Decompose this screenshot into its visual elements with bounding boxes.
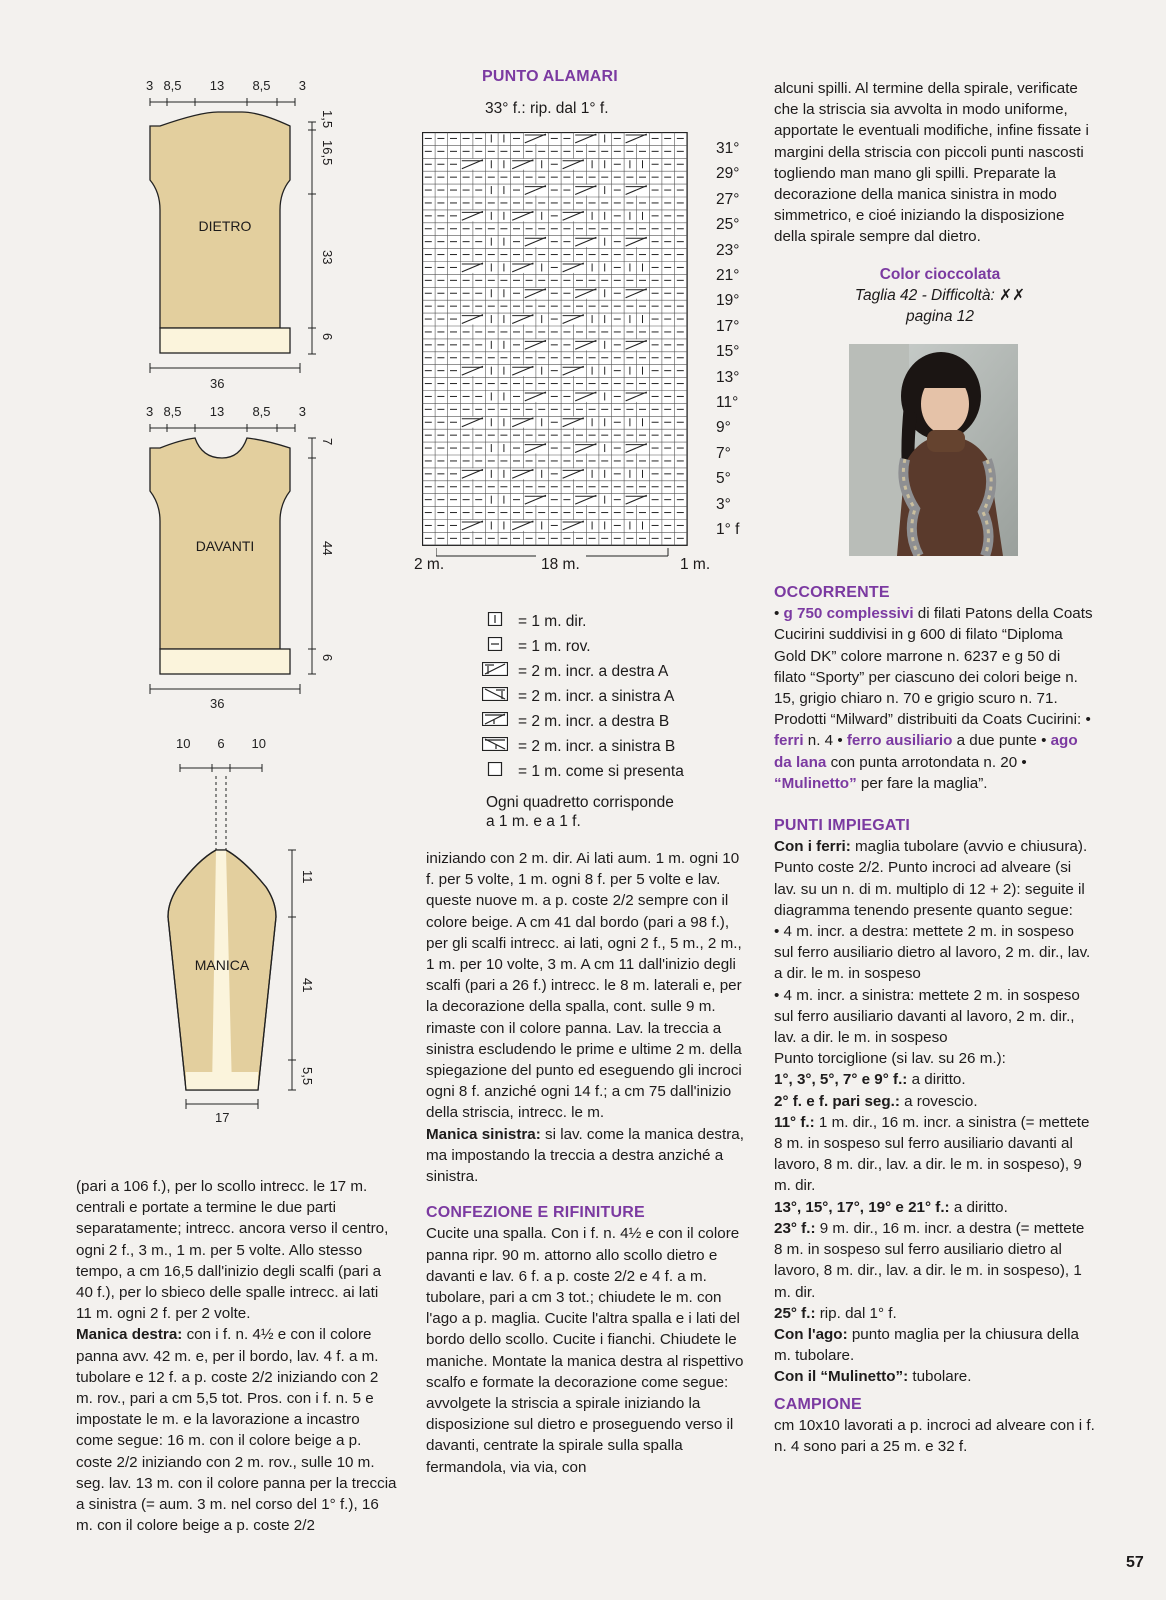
legend-item — [482, 709, 742, 734]
legend-item — [482, 659, 742, 684]
sleeve-bottom-dim: 17 — [215, 1110, 230, 1125]
chart-row-label: 23° — [716, 241, 740, 259]
col2-left-sleeve-text: si lav. come la manica destra, ma impostando la treccia a destra anziché a sinistra. — [426, 1125, 744, 1186]
tool-mulinetto-text: per fare la maglia”. — [856, 774, 988, 792]
stitches-row-2-label: 2° f. e f. pari seg.: — [774, 1092, 900, 1110]
col3-paragraph-1: alcuni spilli. Al termine della spirale, verificate che la striscia sia avvolta in modo uniforme, apportate le eventuali modifiche, infine fissate i margini della striscia con piccoli punti nascosti togliendo man mano gli spilli. Preparate la decorazione della manica sinistra in modo simmetrico, e cioé iniziando la disposizione della spirale sempre dal dietro. — [774, 80, 1089, 246]
tool-wool-needle-text: con punta arrotondata n. 20 — [826, 753, 1022, 771]
back-side-dim-2: 16,5 — [320, 140, 335, 166]
sleeve-label: MANICA — [194, 957, 250, 973]
front-schematic — [140, 396, 350, 726]
stitches-needle-label: Con l'ago: — [774, 1325, 848, 1343]
chart-row-label: 3° — [716, 495, 731, 513]
front-side-dim-1: 7 — [320, 438, 335, 446]
stitches-heading: PUNTI IMPIEGATI — [774, 817, 911, 835]
stitches-row-3-label: 11° f.: — [774, 1113, 815, 1131]
materials-yarn-text: di filati Patons della Coats Cucirini suddivisi in g 600 di filato “Diploma Gold DK” colore marrone n. 6237 e g 50 di filato “Sporty” per ciascuno dei colori beige n. 15, grigio chiaro n. 70 e grigio scuro n. 71. — [774, 605, 1093, 708]
col1-right-sleeve-heading: Manica destra: — [76, 1326, 183, 1344]
dir-icon — [482, 612, 508, 631]
legend-text: = 2 m. incr. a sinistra A — [518, 687, 675, 705]
materials-heading: OCCORRENTE — [774, 584, 890, 601]
stitches-row-4-text: a diritto. — [949, 1198, 1008, 1216]
col1-paragraph-1: (pari a 106 f.), per lo scollo intrecc. le 17 m. centrali e portate a termine le due parti separatamente; intrecc. ancora verso il centro, ogni 2 f., 3 m., 1 m. per 5 volte. Allo stesso tempo, a cm 16,5 dall'inizio degli scalfi (pari a 40 f.), per lo sbieco delle spalle intrecc. ai lati 11 m. ogni 2 f. per 2 volte. — [76, 1178, 389, 1323]
tool-needles: ferri — [774, 732, 804, 750]
front-dim-4: 8,5 — [252, 404, 271, 419]
tool-wool-needle: ago da lana — [774, 732, 1078, 771]
stitches-needle-text: punto maglia per la chiusura della m. tubolare. — [774, 1325, 1079, 1365]
stitches-row-6-label: 25° f.: — [774, 1304, 816, 1322]
legend-item — [482, 684, 742, 709]
stitches-row-4 — [774, 1197, 1096, 1218]
chart-bottom-label-mid: 18 m. — [541, 556, 580, 573]
column-3-text — [774, 582, 1096, 1457]
front-dim-3: 13 — [209, 404, 225, 419]
chart-row-label: 15° — [716, 343, 740, 361]
back-dim-1: 3 — [146, 78, 154, 93]
front-dim-5: 3 — [298, 404, 306, 419]
tool-aux-needle-text: a due punte — [952, 732, 1042, 750]
column-3-intro — [774, 78, 1096, 248]
front-label: DAVANTI — [195, 538, 255, 554]
stitches-torciglione: Punto torciglione (si lav. su 26 m.): — [774, 1050, 1006, 1068]
col2-paragraph-1: iniziando con 2 m. dir. Ai lati aum. 1 m. ogni 10 f. per 5 volte, 1 m. ogni 8 f. per 5 volte e lav. queste nuove m. a p. coste 2/2 sempre con il colore beige. A cm 41 dal bordo (pari a 98 f.), per gli scalfi intrecc. ai lati, ogni 2 f., 5 m., 2 m., 1 m. per 10 volte, 3 m. A cm 11 dall'inizio degli scalfi (pari a 26 f.) intrecc. le 8 m. laterali e, per la decorazione della spalla, cont. sulle 9 m. rimaste con il colore panna. Lav. la treccia a sinistra escludendo le prime e ultime 2 m. della spiegazione del punto ed eseguendo gli incroci ogni 8 f. anziché ogni 14 f.; a cm 75 dall'inizio della striscia, intrecc. le m. — [426, 850, 742, 1122]
stitches-row-3 — [774, 1112, 1096, 1197]
tool-aux-needle: ferro ausiliario — [846, 732, 953, 750]
stitches-row-5-text: 9 m. dir., 16 m. incr. a destra (= mettete 8 m. in sospeso sul ferro ausiliario dietro al lavoro, 8 m. dir., lav. a dir. le m. in sospeso), 1 m. dir. — [774, 1219, 1085, 1301]
sleeve-schematic — [140, 736, 350, 1152]
rov-icon — [482, 637, 508, 656]
chart-bottom-label-left: 2 m. — [414, 556, 445, 573]
chart-note-line-2: a 1 m. e a 1 f. — [486, 813, 581, 830]
sleeve-dim-2: 6 — [217, 736, 225, 751]
col1-right-sleeve-text: con i f. n. 4½ e con il colore panna avv. 42 m. e, per il bordo, lav. 4 f. a m. tubolare e 12 f. a p. coste 2/2 iniziando con 2 m. rov., pari a cm 5,5 tot. Pros. con i f. n. 5 e impostate le m. e la lavorazione a incastro come segue: 16 m. con il colore beige a p. coste 2/2 iniziando con 2 m. rov., sulle 10 m. seg. lav. 13 m. con il colore panna per la treccia a sinistra (= aum. 3 m. nel corso del 1° f.), 16 m. con il colore beige a p. coste 2/2 — [76, 1326, 397, 1535]
incr-dx-a-icon — [482, 662, 508, 681]
sleeve-schematic-drawing — [140, 742, 350, 1152]
finishing-heading: CONFEZIONE E RIFINITURE — [426, 1204, 645, 1222]
sleeve-dim-3: 10 — [251, 736, 266, 751]
chart-bottom-label-right: 1 m. — [680, 556, 711, 573]
sleeve-side-dim-2: 41 — [300, 978, 315, 993]
model-page-ref: pagina 12 — [905, 308, 975, 325]
tool-needles-text: n. 4 — [803, 732, 838, 750]
chart-subtitle: 33° f.: rip. dal 1° f. — [485, 100, 609, 117]
gauge-text: cm 10x10 lavorati a p. incroci ad alveare con i f. n. 4 sono pari a 25 m. e 32 f. — [774, 1416, 1095, 1455]
incr-sx-a-icon — [482, 687, 508, 706]
legend-text: = 1 m. come si presenta — [518, 762, 684, 780]
legend-text: = 1 m. dir. — [518, 612, 587, 630]
chart-note-line-1: Ogni quadretto corrisponde — [486, 794, 674, 811]
stitches-paragraph-1 — [774, 836, 1096, 921]
back-dim-4: 8,5 — [252, 78, 271, 93]
chart-row-label: 1° f — [716, 521, 740, 538]
back-side-dim-3: 33 — [320, 250, 335, 265]
model-title: Color cioccolata — [879, 266, 1001, 283]
front-rib-shape — [160, 649, 290, 674]
back-rib-shape — [160, 328, 290, 353]
chart-note — [486, 793, 674, 831]
stitches-needle — [774, 1324, 1096, 1366]
materials-paragraph: • g 750 complessivi di filati Patons della Coats Cucirini suddivisi in g 600 di filato “Diploma Gold DK” colore marrone n. 6237 e g 50 di filato “Sporty” per ciascuno dei colori beige n. 15, grigio chiaro n. 70 e grigio scuro n. 71. — [774, 605, 1093, 708]
front-dim-1: 3 — [146, 404, 154, 419]
stitches-mulinetto — [774, 1366, 1096, 1387]
stitches-row-6 — [774, 1303, 1096, 1324]
stitches-row-1-label: 1°, 3°, 5°, 7° e 9° f.: — [774, 1071, 908, 1089]
chart-row-label: 27° — [716, 190, 740, 208]
chart-row-label: 31° — [716, 140, 740, 157]
chart-title: PUNTO ALAMARI — [482, 68, 618, 85]
back-bottom-dim: 36 — [210, 376, 225, 391]
back-label: DIETRO — [198, 218, 252, 234]
chart-row-label: 25° — [716, 216, 740, 234]
chart-row-label: 7° — [716, 444, 731, 462]
back-side-dim-1: 1,5 — [320, 110, 335, 129]
model-photo-illustration — [849, 344, 1018, 556]
model-photo — [849, 344, 1018, 556]
stitches-row-6-text: rip. dal 1° f. — [815, 1304, 897, 1322]
stitches-cross-left: • 4 m. incr. a sinistra: mettete 2 m. in sospeso sul ferro ausiliario davanti al lavoro, 2 m. dir., lav. a dir. le m. in sospeso — [774, 986, 1080, 1047]
stitches-row-5-label: 23° f.: — [774, 1219, 816, 1237]
materials-products: Prodotti “Milward” distribuiti da Coats Cucirini: — [774, 711, 1086, 729]
incr-dx-b-icon — [482, 712, 508, 731]
front-side-dim-2: 44 — [320, 541, 335, 556]
stitches-row-1 — [774, 1069, 1096, 1090]
stitches-mulinetto-text: tubolare. — [908, 1368, 972, 1386]
stitch-chart — [422, 132, 692, 547]
back-dim-3: 13 — [209, 78, 225, 93]
stitches-cross-right: • 4 m. incr. a destra: mettete 2 m. in sospeso sul ferro ausiliario dietro al lavoro, 2 m. dir., lav. a dir. le m. in sospeso — [774, 923, 1091, 983]
legend-text: = 2 m. incr. a sinistra B — [518, 737, 676, 755]
col1-paragraph-2 — [76, 1324, 398, 1536]
stitch-chart-grid — [422, 132, 692, 547]
column-2-text — [426, 848, 748, 1478]
chart-row-label: 17° — [716, 317, 740, 335]
legend-item — [482, 734, 742, 759]
front-schematic-drawing — [140, 396, 350, 726]
stitches-row-1-text: a diritto. — [907, 1071, 966, 1089]
front-dim-2: 8,5 — [163, 404, 182, 419]
legend-item — [482, 759, 742, 784]
chart-row-label: 21° — [716, 267, 740, 284]
chart-row-label: 13° — [716, 368, 740, 386]
back-schematic-drawing — [140, 70, 350, 400]
back-dim-5: 3 — [298, 78, 306, 93]
front-side-dim-3: 6 — [320, 654, 335, 662]
incr-sx-b-icon — [482, 737, 508, 756]
materials-quantity: g 750 complessivi — [783, 605, 914, 623]
stitches-needles-text: maglia tubolare (avvio e chiusura). Punto coste 2/2. Punto incroci ad alveare (si lav. su un n. di m. multiplo di 12 + 2): seguite il diagramma tenendo presente quanto segue: — [774, 838, 1088, 919]
legend-text: = 2 m. incr. a destra B — [518, 712, 670, 730]
col2-paragraph-2 — [426, 1124, 748, 1188]
sleeve-dim-1: 10 — [176, 736, 191, 751]
chart-bottom-brackets — [436, 546, 686, 560]
col2-left-sleeve-heading: Manica sinistra: — [426, 1125, 541, 1143]
chart-row-label: 11° — [716, 394, 739, 411]
stitches-row-5 — [774, 1218, 1096, 1303]
column-1-text — [76, 1176, 398, 1536]
model-caption — [820, 264, 1060, 327]
back-schematic — [140, 70, 350, 400]
tool-mulinetto: “Mulinetto” — [774, 774, 857, 792]
materials-tools: Prodotti “Milward” distribuiti da Coats Cucirini: • ferri n. 4 • ferro ausiliario a due punte • ago da lana con punta arrotondata n. 20 • “Mulinetto” per fare la maglia”. — [774, 711, 1091, 792]
front-bottom-dim: 36 — [210, 696, 225, 711]
stitches-mulinetto-label: Con il “Mulinetto”: — [774, 1368, 909, 1386]
legend-item — [482, 609, 742, 634]
stitches-row-3-text: 1 m. dir., 16 m. incr. a sinistra (= mettete 8 m. in sospeso sul ferro ausiliario davanti al lavoro, 8 m. dir., lav. a dir. le m. in sospeso), 9 m. dir. — [774, 1113, 1090, 1195]
col2-paragraph-3: Cucite una spalla. Con i f. n. 4½ e con il colore panna ripr. 90 m. attorno allo scollo dietro e davanti e lav. 6 f. a p. coste 2/2 e 4 f. a m. tubolare, pari a cm 3 tot.; chiudete le m. con l'ago a p. maglia. Cucite l'altra spalla e i lati del bordo dello scollo. Cucite i fianchi. Chiudete le maniche. Montate la manica destra al rispettivo scalfo e formate la decorazione come segue: avvolgete la striscia a spirale iniziando la disposizione sul dietro e proseguendo verso il davanti, centrate la spirale sulla spalla fermandola, via via, con — [426, 1225, 744, 1476]
model-size-difficulty: Taglia 42 - Difficoltà: ✗✗ — [854, 287, 1026, 304]
chart-legend — [482, 609, 742, 784]
back-dim-2: 8,5 — [163, 78, 182, 93]
chart-row-label: 5° — [716, 470, 731, 488]
stitches-row-4-label: 13°, 15°, 17°, 19° e 21° f.: — [774, 1198, 950, 1216]
legend-item — [482, 634, 742, 659]
chart-row-label: 29° — [716, 165, 740, 183]
page-number: 57 — [1126, 1554, 1144, 1571]
legend-text: = 2 m. incr. a destra A — [518, 662, 669, 680]
empty-icon — [482, 762, 508, 781]
stitches-row-2-text: a rovescio. — [899, 1092, 978, 1110]
gauge-heading: CAMPIONE — [774, 1395, 862, 1413]
stitches-row-2 — [774, 1091, 1096, 1112]
sleeve-side-dim-1: 11 — [300, 870, 315, 884]
chart-row-label: 19° — [716, 292, 740, 310]
stitches-needles-heading: Con i ferri: — [774, 838, 851, 856]
legend-text: = 1 m. rov. — [518, 637, 591, 655]
sleeve-side-dim-3: 5,5 — [300, 1067, 315, 1086]
back-side-dim-4: 6 — [320, 333, 335, 341]
chart-row-label: 9° — [716, 419, 731, 437]
